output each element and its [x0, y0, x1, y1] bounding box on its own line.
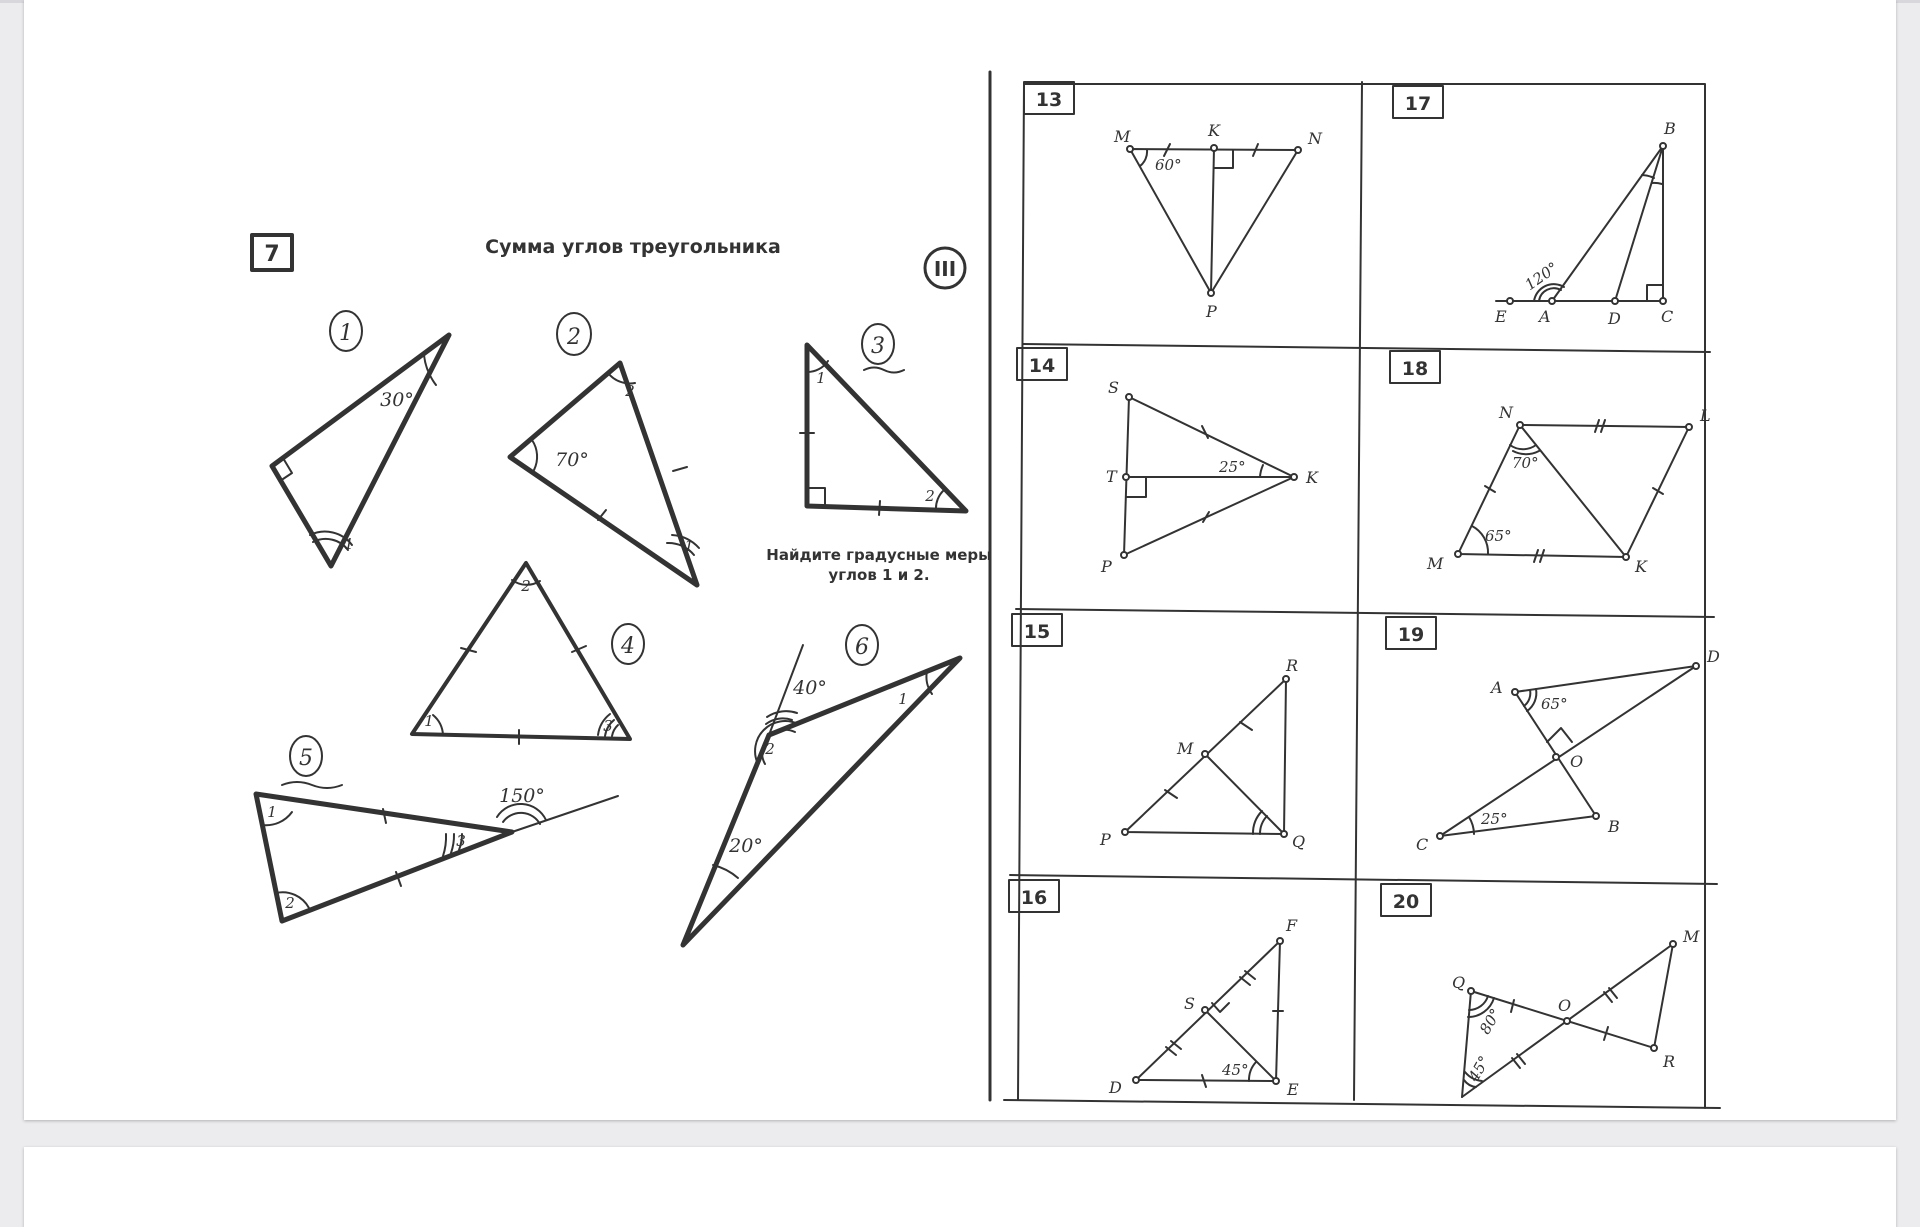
figure-6-angle-bottom: 20°	[729, 835, 763, 857]
svg-text:Q: Q	[1292, 832, 1306, 851]
svg-text:D: D	[1707, 647, 1720, 666]
svg-text:25°: 25°	[1481, 810, 1508, 828]
problem-14-figure	[1100, 378, 1319, 576]
problem-15-figure	[1099, 656, 1305, 851]
svg-text:P: P	[1206, 302, 1217, 321]
next-page-card	[24, 1147, 1896, 1227]
svg-text:1: 1	[816, 369, 826, 387]
svg-text:A: A	[1491, 678, 1503, 697]
svg-text:1: 1	[344, 535, 354, 553]
svg-text:M: M	[1177, 739, 1194, 758]
svg-text:20: 20	[1392, 891, 1420, 913]
figure-5-number: 5	[299, 746, 313, 771]
figure-3	[800, 324, 966, 515]
figure-2-number: 2	[567, 325, 581, 350]
figure-5-angle: 150°	[499, 785, 545, 807]
svg-text:B: B	[1608, 817, 1620, 836]
problem-17-figure	[1494, 119, 1676, 328]
figure-1	[272, 311, 449, 566]
figure-3-number: 3	[871, 334, 885, 359]
figure-6	[683, 625, 960, 945]
problem-19-figure	[1416, 647, 1720, 854]
left-box-number: 7	[264, 242, 280, 267]
svg-text:C: C	[1416, 835, 1429, 854]
figure-2-angle: 70°	[555, 449, 589, 471]
svg-text:2: 2	[765, 740, 775, 758]
svg-text:K: K	[1208, 121, 1220, 140]
svg-text:45°: 45°	[1464, 1052, 1494, 1085]
svg-text:1: 1	[424, 712, 434, 730]
right-page	[990, 72, 1720, 1108]
svg-text:60°: 60°	[1155, 156, 1182, 174]
left-page	[252, 235, 992, 945]
svg-text:65°: 65°	[1485, 527, 1512, 545]
svg-text:E: E	[1287, 1080, 1299, 1099]
svg-text:2: 2	[925, 487, 935, 505]
problem-20-figure	[1452, 927, 1700, 1097]
problem-16-figure	[1108, 916, 1299, 1099]
svg-text:S: S	[1184, 994, 1195, 1013]
svg-text:O: O	[1558, 996, 1572, 1015]
svg-text:2: 2	[285, 894, 295, 912]
svg-text:13: 13	[1035, 89, 1063, 111]
svg-text:1: 1	[684, 537, 694, 555]
svg-text:A: A	[1539, 307, 1551, 326]
svg-text:80°: 80°	[1475, 1005, 1505, 1038]
svg-text:1: 1	[267, 803, 277, 821]
problem-13-figure	[1113, 121, 1323, 321]
scanned-page-card	[24, 0, 1896, 1120]
svg-text:B: B	[1664, 119, 1676, 138]
svg-text:16: 16	[1020, 887, 1048, 909]
svg-text:D: D	[1608, 309, 1621, 328]
svg-text:65°: 65°	[1541, 695, 1568, 713]
svg-text:P: P	[1101, 557, 1112, 576]
figure-2	[510, 313, 699, 585]
instruction-line-2: углов 1 и 2.	[828, 566, 930, 584]
problem-numbers	[1009, 82, 1443, 916]
svg-text:1: 1	[898, 690, 908, 708]
svg-text:K: K	[1306, 468, 1318, 487]
svg-text:2: 2	[521, 577, 531, 595]
figure-4	[412, 563, 644, 744]
svg-text:18: 18	[1401, 358, 1429, 380]
svg-text:120°: 120°	[1521, 258, 1562, 294]
svg-text:70°: 70°	[1512, 454, 1539, 472]
svg-text:M: M	[1114, 127, 1131, 146]
svg-text:F: F	[1286, 916, 1298, 935]
svg-text:R: R	[1286, 656, 1299, 675]
svg-text:15: 15	[1023, 621, 1051, 643]
instruction-line-1: Найдите градусные меры	[766, 546, 992, 564]
svg-text:E: E	[1495, 307, 1507, 326]
svg-text:Q: Q	[1452, 973, 1466, 992]
svg-text:R: R	[1663, 1052, 1676, 1071]
svg-text:P: P	[1100, 830, 1111, 849]
svg-text:3: 3	[456, 832, 466, 850]
svg-text:M: M	[1683, 927, 1700, 946]
svg-text:C: C	[1661, 307, 1674, 326]
svg-text:M: M	[1427, 554, 1444, 573]
svg-text:25°: 25°	[1219, 458, 1246, 476]
svg-text:45°: 45°	[1222, 1061, 1249, 1079]
figure-5	[256, 736, 618, 921]
svg-text:T: T	[1106, 467, 1117, 486]
svg-text:3: 3	[603, 717, 613, 735]
figure-6-angle-ext: 40°	[793, 677, 827, 699]
figure-4-number: 4	[621, 634, 635, 659]
svg-text:14: 14	[1028, 355, 1056, 377]
svg-text:S: S	[1108, 378, 1119, 397]
scan-image	[24, 0, 1896, 1120]
svg-text:19: 19	[1397, 624, 1425, 646]
svg-text:L: L	[1700, 406, 1711, 425]
left-page-title: Сумма углов треугольника	[485, 236, 781, 258]
svg-text:2: 2	[625, 382, 635, 400]
problem-18-figure	[1426, 403, 1711, 576]
svg-text:D: D	[1109, 1078, 1122, 1097]
svg-text:K: K	[1635, 557, 1647, 576]
figure-1-angle: 30°	[380, 389, 414, 411]
svg-text:O: O	[1570, 752, 1584, 771]
svg-text:N: N	[1499, 403, 1513, 422]
figure-1-number: 1	[339, 321, 353, 346]
variant-label: III	[933, 257, 957, 281]
figure-6-number: 6	[855, 635, 869, 660]
svg-text:17: 17	[1404, 93, 1432, 115]
svg-text:N: N	[1308, 129, 1322, 148]
